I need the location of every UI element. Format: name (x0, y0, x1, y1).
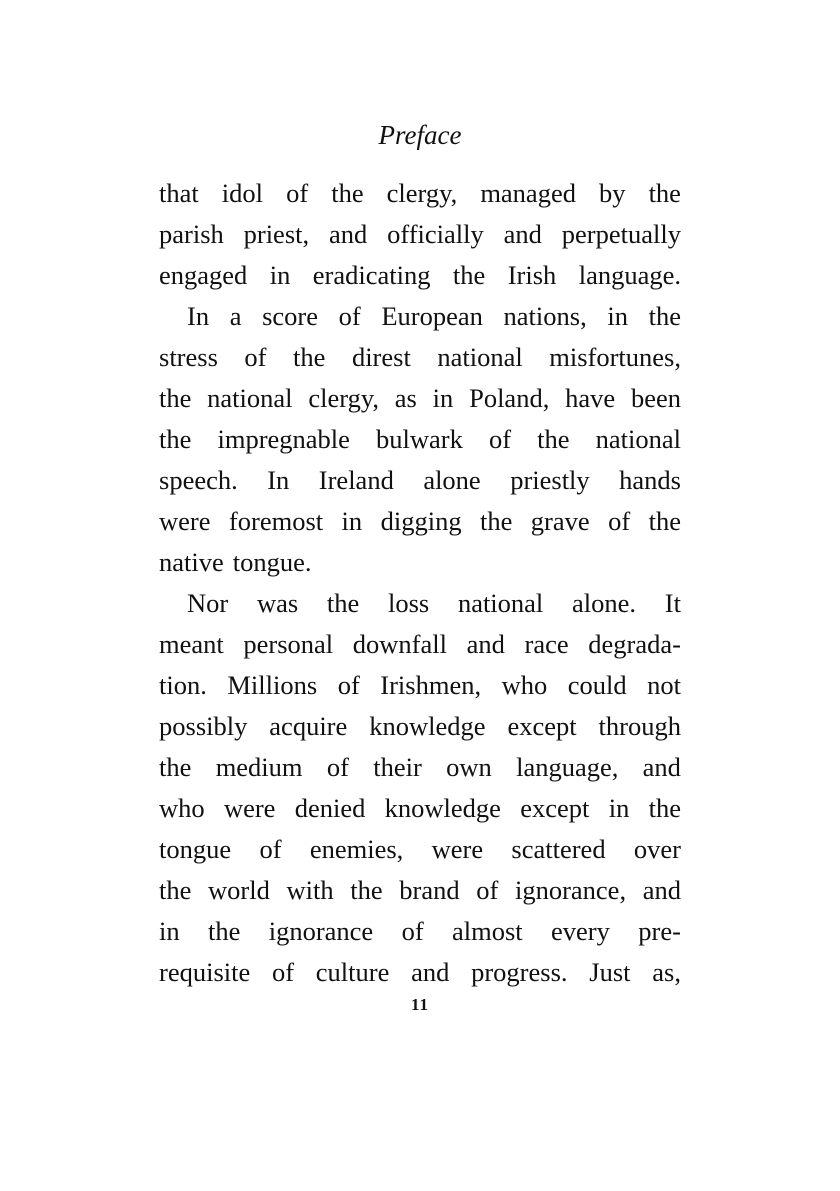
text-line: tongue of enemies, were scattered over (159, 834, 681, 864)
text-line: native tongue. (159, 547, 312, 577)
text-line: Nor was the loss national alone. It (187, 588, 681, 618)
text-line: the impregnable bulwark of the national (159, 424, 681, 454)
text-line: meant personal downfall and race degrada- (159, 629, 681, 659)
text-line: who were denied knowledge except in the (159, 793, 681, 823)
text-line: the national clergy, as in Poland, have been (159, 383, 681, 413)
running-head: Preface (378, 120, 462, 150)
text-line: stress of the direst national misfortunes, (159, 342, 681, 372)
text-line: speech. In Ireland alone priestly hands (159, 465, 681, 495)
text-line: the medium of their own language, and (159, 752, 681, 782)
text-line: In a score of European nations, in the (187, 301, 681, 331)
text-line: that idol of the clergy, managed by the (159, 178, 681, 208)
text-line: tion. Millions of Irishmen, who could not (159, 670, 681, 700)
text-line: engaged in eradicating the Irish language. (159, 260, 681, 290)
text-line: possibly acquire knowledge except through (159, 711, 681, 741)
text-line: the world with the brand of ignorance, and (159, 875, 681, 905)
text-line: requisite of culture and progress. Just as, (159, 957, 681, 987)
text-line: were foremost in digging the grave of the (159, 506, 681, 536)
text-line: parish priest, and officially and perpetually (159, 219, 681, 249)
body-text (159, 173, 681, 993)
text-line: in the ignorance of almost every pre- (159, 916, 681, 946)
page-number: 11 (410, 995, 430, 1014)
